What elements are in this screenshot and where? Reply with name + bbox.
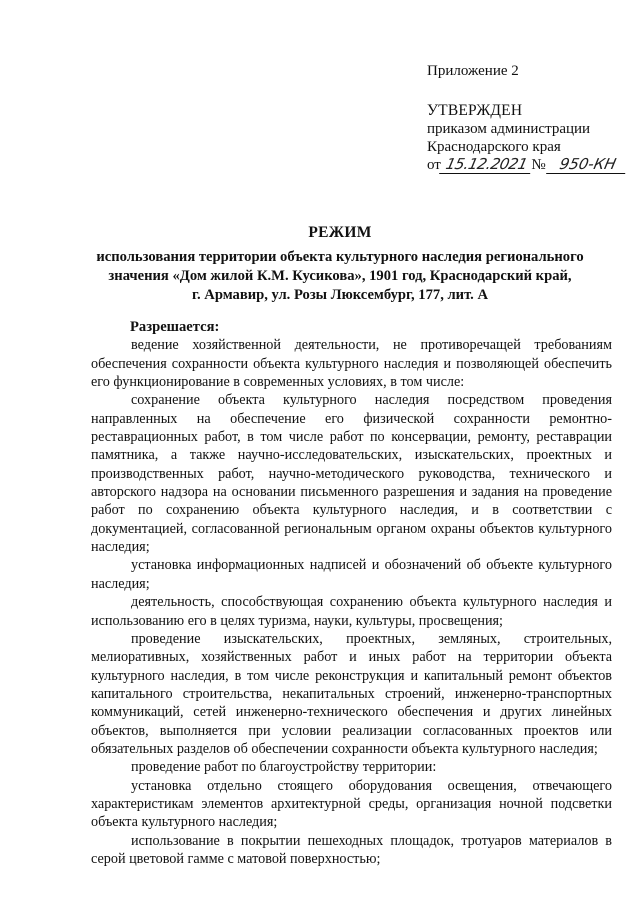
title-line-2: значения «Дом жилой К.М. Кусикова», 1901 год, Краснодарский край, (108, 268, 572, 284)
title-main: РЕЖИМ (308, 224, 372, 241)
approval-block (427, 62, 627, 174)
paragraph: установка отдельно стоящего оборудования освещения, отвечающего характеристикам элементов архитектурной среды, организация ночной подсветки объекта культурного наследия; (91, 777, 612, 831)
paragraph: ведение хозяйственной деятельности, не противоречащей требованиям обеспечения сохранности объекта культурного наследия и позволяющей обеспечить его функционирование в современных условиях, в том числе: (91, 337, 612, 391)
allowed-heading: Разрешается: (130, 319, 220, 335)
document-title (60, 224, 620, 305)
paragraph: проведение изыскательских, проектных, земляных, строительных, мелиоративных, хозяйственных работ и иных работ на территории объекта культурного наследия, в том числе реконструкция и капитальный ремонт объектов капитального строительства, некапитальных строений, инженерно-транспортных коммуникаций, сетей инженерно-технического обеспечения и других линейных объектов, выполняется при условии реализации согласованных проектов или обязательных разделов об обеспечении сохранности объекта культурного наследия; (91, 630, 612, 757)
number-sign: № (531, 157, 546, 173)
document-body (91, 318, 612, 868)
from-prefix: от (427, 157, 441, 173)
approval-line-1: приказом администрации (427, 121, 591, 137)
title-line-1: использования территории объекта культурного наследия регионального (96, 249, 584, 265)
handwritten-date: 15.12.2021 (439, 156, 533, 174)
paragraph: использование в покрытии пешеходных площадок, тротуаров материалов в серой цветовой гамме с матовой поверхностью; (91, 832, 612, 867)
paragraph: установка информационных надписей и обозначений об объекте культурного наследия; (91, 557, 612, 592)
approval-line-2: Краснодарского края (427, 139, 561, 155)
title-line-3: г. Армавир, ул. Розы Люксембург, 177, лит. А (192, 287, 488, 303)
paragraph: проведение работ по благоустройству территории: (131, 759, 437, 776)
paragraph: сохранение объекта культурного наследия посредством проведения направленных на обеспечение его физической сохранности ремонтно-реставрационных работ, в том числе работ по консервации, ремонту, реставрации памятника, а также научно-исследовательских, изыскательских, проектных и производственных работ, научно-методического руководства, технического и авторского надзора на основании письменного разрешения и задания на проведение работ по сохранению объекта культурного наследия, и в соответствии с документацией, согласованной региональным органом охраны объектов культурного наследия; (91, 392, 612, 556)
handwritten-number: 950-КН (546, 156, 629, 174)
annex-label: Приложение 2 (427, 63, 519, 79)
approved-heading: УТВЕРЖДЕН (427, 102, 523, 119)
order-date-number-row (427, 156, 627, 174)
paragraph: деятельность, способствующая сохранению объекта культурного наследия и использованию его в целях туризма, науки, культуры, просвещения; (91, 594, 612, 629)
